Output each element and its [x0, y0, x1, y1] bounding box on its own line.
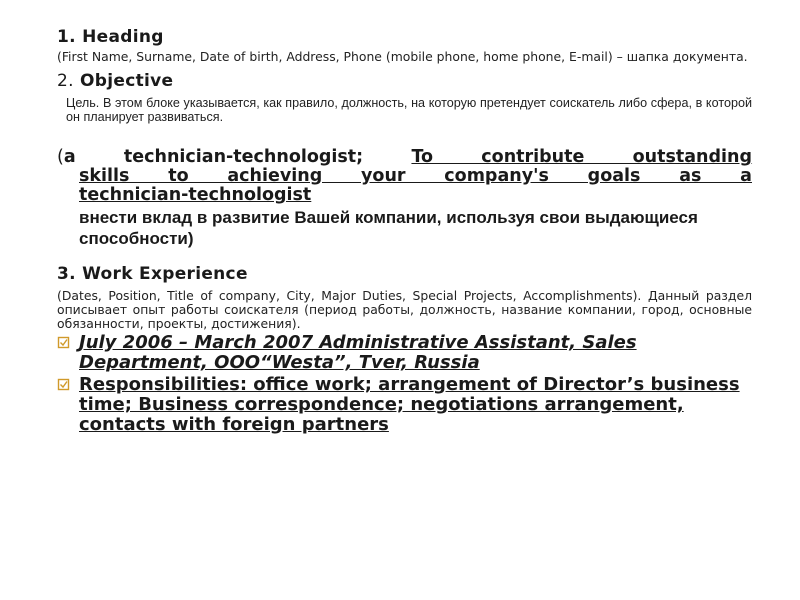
list-item-text: July 2006 – March 2007 Administrative Assistant, Sales Department, OOO“Westa”, Tver, Russia [79, 332, 637, 373]
checkbox-bullet-icon [57, 336, 71, 350]
objective-line [57, 148, 752, 167]
section-title: Heading [82, 27, 164, 47]
section-number: 3. [57, 264, 76, 284]
list-item [57, 375, 752, 435]
section-description: (Dates, Position, Title of company, City, Major Duties, Special Projects, Accomplishments). Данный раздел описывает опыт работы соискателя (период работы, должность, название компании, город, основные обязанности, проекты, достижения). [57, 288, 752, 331]
section-heading-1 [57, 26, 752, 48]
checkbox-bullet-icon [57, 378, 71, 392]
list-item-text: Responsibilities: office work; arrangement of Director’s business time; Business correspondence; negotiations arrangement, contacts with foreign partners [79, 374, 740, 435]
objective-goal-continued: skills to achieving your company's goals as a [79, 166, 752, 186]
section-description: (First Name, Surname, Date of birth, Address, Phone (mobile phone, home phone, E-mail) – шапка документа. [57, 49, 748, 64]
section-number: 1. [57, 27, 76, 47]
section-description: Цель. В этом блоке указывается, как правило, должность, на которую претендует соискатель либо сфера, в которой он планирует развиваться. [66, 96, 752, 124]
slide-content [57, 26, 752, 437]
objective-translation: внести вклад в развитие Вашей компании, используя свои выдающиеся способности) [79, 208, 698, 248]
objective-example [57, 148, 752, 249]
section-title: Objective [80, 71, 174, 91]
section-heading-2 [57, 70, 752, 92]
section-title: Work Experience [82, 264, 248, 284]
open-paren: ( [57, 147, 64, 167]
section-number: 2. [57, 71, 74, 91]
section-heading-3 [57, 263, 752, 285]
objective-goal-end: technician-technologist [79, 185, 312, 205]
objective-goal: To contribute outstanding [411, 147, 753, 167]
list-item [57, 333, 752, 373]
objective-position: a technician-technologist; [63, 147, 364, 167]
experience-list [57, 333, 752, 435]
